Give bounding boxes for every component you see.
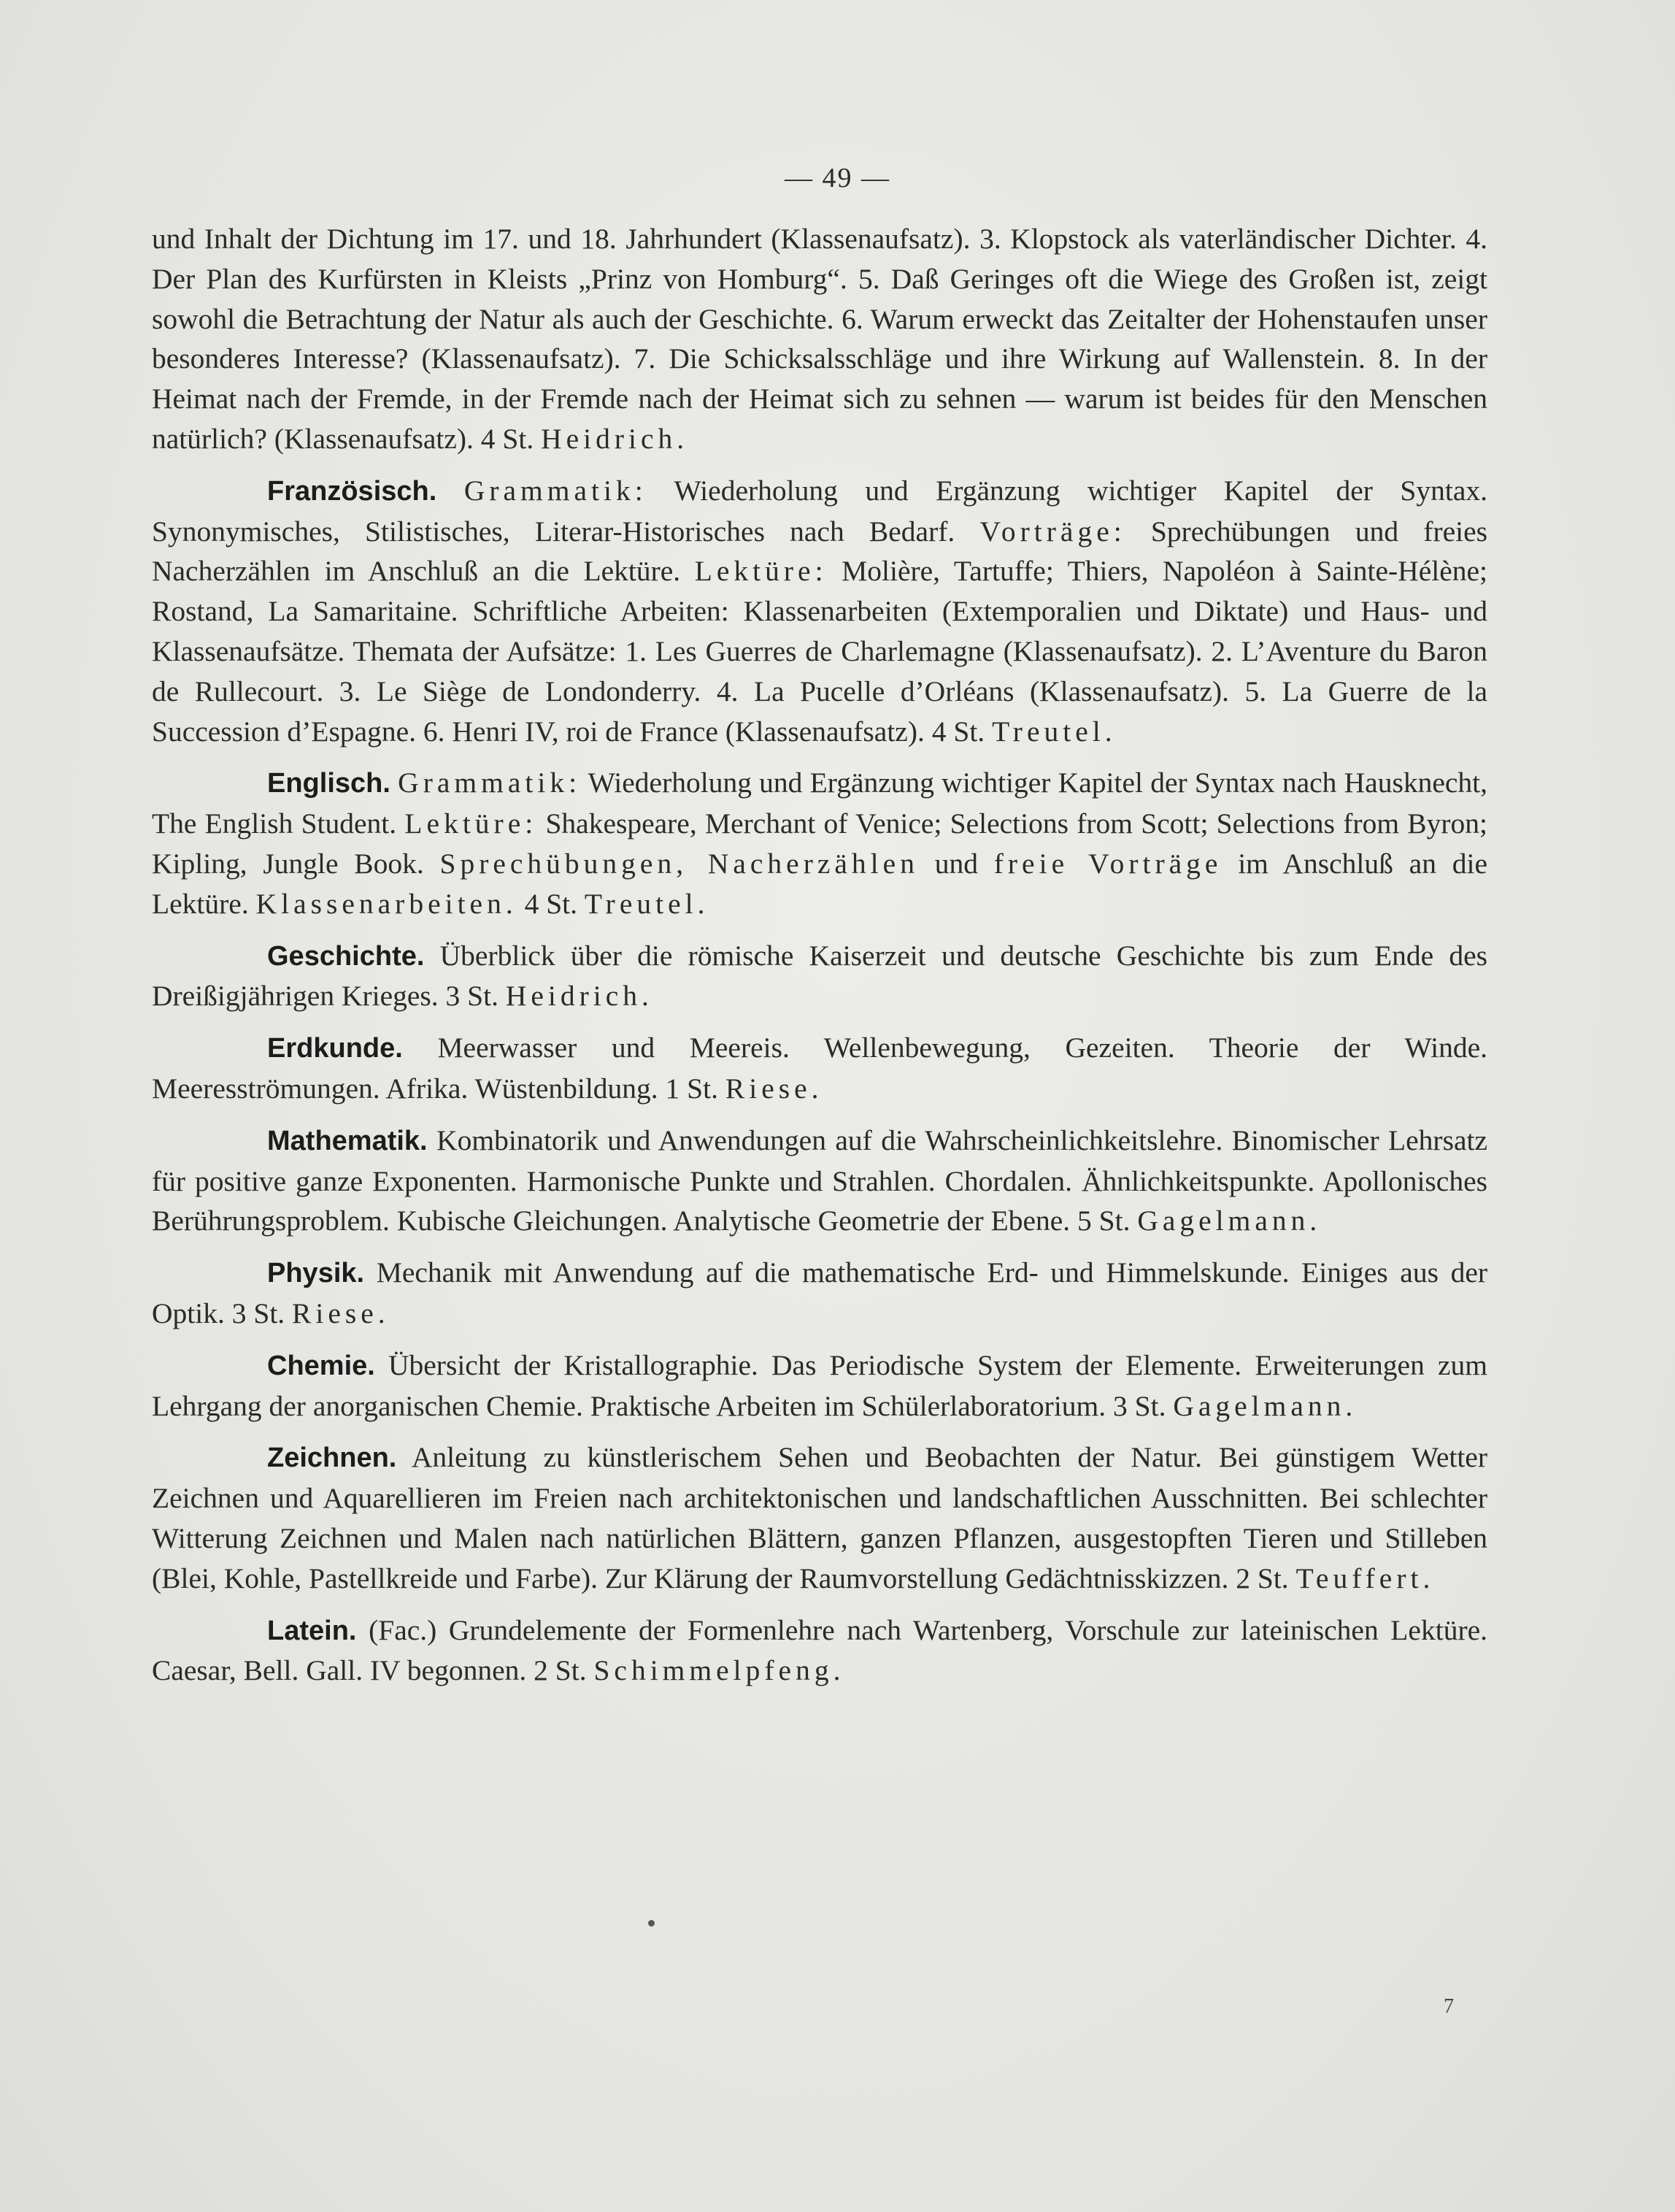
section-text: Kombinatorik und Anwendungen auf die Wahrscheinlichkeitslehre. Binomischer Lehrsatz für positive ganze Exponenten. Harmonische Punkte und Strahlen. Chordalen. Ähnlichkeitspunkte. Apollonisches Berührungsproblem. Kubische Gleichungen. Analytische Geometrie der Ebene. 5 St. (152, 1124, 1488, 1237)
section-teacher: Treutel. (992, 715, 1117, 748)
ink-dot (648, 1920, 655, 1927)
section-text: Wiederholung und Ergänzung wichtiger Kapitel der Syntax nach Hausknecht, The English Student. (152, 767, 1487, 840)
section-text: Molière, Tartuffe; Thiers, Napoléon à Sainte-Hélène; Rostand, La Samaritaine. Schriftliche Arbeiten: Klassenarbeiten (Extemporalien und Diktate) und Haus- und Klassenaufsätze. Themata der Aufsätze: 1. Les Guerres de Charlemagne (Klassenaufsatz). 2. L’Aventure du Baron de Rullecourt. 3. Le Siège de Londonderry. 4. La Pucelle d’Orléans (Klassenaufsatz). 5. La Guerre de la Succession d’Espagne. 6. Henri IV, roi de France (Klassenaufsatz). 4 St. (152, 555, 1487, 748)
section-keyword: Grammatik: (463, 474, 647, 507)
section-text: Mechanik mit Anwendung auf die mathematische Erd- und Himmelskunde. Einiges aus der Optik. 3 St. (152, 1256, 1488, 1329)
section-keyword: freie Vorträge (993, 847, 1222, 880)
body-text (152, 219, 1487, 1691)
section-latein (152, 1610, 1487, 1691)
section-text: im Anschluß an die Lektüre. (152, 847, 1487, 920)
section-text: Shakespeare, Merchant of Venice; Selections from Scott; Selections from Byron; Kipling, Jungle Book. (152, 807, 1488, 880)
section-chemie (152, 1345, 1487, 1426)
section-keyword: Klassenarbeiten. (255, 887, 517, 920)
section-title: Geschichte. (267, 940, 425, 972)
section-title: Zeichnen. (267, 1443, 397, 1474)
section-text: Anleitung zu künstlerischem Sehen und Beobachten der Natur. Bei günstigem Wetter Zeichnen und Aquarellieren im Freien nach architektonischen und landschaftlichen Ausschnitten. Bei schlechter Witterung Zeichnen und Malen nach natürlichen Blättern, ganzen Pflanzen, ausgestopften Tieren und Stilleben (Blei, Kohle, Pastellkreide und Farbe). Zur Klärung der Raumvorstellung Gedächtnisskizzen. 2 St. (152, 1441, 1487, 1594)
section-text: Überblick über die römische Kaiserzeit und deutsche Geschichte bis zum Ende des Dreißigjährigen Krieges. 3 St. (152, 939, 1488, 1013)
section-title: Physik. (267, 1258, 365, 1289)
section-title: Chemie. (267, 1350, 375, 1381)
signature-mark: 7 (1444, 1995, 1454, 2018)
section-englisch (152, 763, 1487, 923)
section-teacher: Riese. (292, 1297, 390, 1329)
section-title: Latein. (267, 1615, 357, 1646)
section-teacher: Gagelmann. (1137, 1205, 1322, 1237)
section-keyword: Grammatik: (398, 767, 582, 799)
section-keyword: Lektüre: (404, 807, 538, 840)
section-keyword: Lektüre: (694, 555, 828, 588)
section-title: Erdkunde. (267, 1033, 403, 1064)
section-franzoesisch (152, 471, 1487, 752)
section-physik (152, 1253, 1487, 1334)
section-text: 4 St. (517, 887, 578, 920)
intro-teacher: Heidrich. (541, 422, 689, 455)
section-text: Wiederholung und Ergänzung wichtiger Kapitel der Syntax. Synonymisches, Stilistisches, Literar-Historisches nach Bedarf. (152, 474, 1488, 548)
section-geschichte (152, 936, 1487, 1017)
page-number: — 49 — (785, 163, 890, 193)
section-text: (Fac.) Grundelemente der Formenlehre nach Wartenberg, Vorschule zur lateinischen Lektüre. Caesar, Bell. Gall. IV begonnen. 2 St. (152, 1613, 1488, 1687)
section-teacher: Riese. (725, 1072, 823, 1105)
section-title: Mathematik. (267, 1125, 428, 1156)
intro-paragraph (152, 219, 1487, 459)
section-keyword: Vorträge: (979, 515, 1126, 548)
section-erdkunde (152, 1028, 1487, 1109)
section-zeichnen (152, 1437, 1487, 1598)
section-teacher: Schimmelpfeng. (593, 1654, 845, 1687)
section-teacher: Gagelmann. (1173, 1389, 1358, 1422)
section-text: und (918, 847, 994, 880)
section-title: Französisch. (267, 475, 437, 507)
intro-text: und Inhalt der Dichtung im 17. und 18. Jahrhundert (Klassenaufsatz). 3. Klopstock als vaterländischer Dichter. 4. Der Plan des Kurfürsten in Kleists „Prinz von Homburg“. 5. Daß Geringes oft die Wiege des Großen ist, zeigt sowohl die Betrachtung der Natur als auch der Geschichte. 6. Warum erweckt das Zeitalter der Hohenstaufen unser besonderes Interesse? (Klassenaufsatz). 7. Die Schicksalsschläge und ihre Wirkung auf Wallenstein. 8. In der Heimat nach der Fremde, in der Fremde nach der Heimat sich zu sehnen — warum ist beides für den Menschen natürlich? (Klassenaufsatz). 4 St. (152, 223, 1487, 455)
section-text: Übersicht der Kristallographie. Das Periodische System der Elemente. Erweiterungen zum Lehrgang der anorganischen Chemie. Praktische Arbeiten im Schülerlaboratorium. 3 St. (152, 1348, 1488, 1422)
section-text: Meerwasser und Meereis. Wellenbewegung, Gezeiten. Theorie der Winde. Meeresströmungen. Afrika. Wüstenbildung. 1 St. (152, 1032, 1487, 1105)
section-text: Sprechübungen und freies Nacherzählen im Anschluß an die Lektüre. (152, 515, 1488, 588)
section-mathematik (152, 1121, 1487, 1241)
section-keyword: Sprechübungen, Nacherzählen (439, 847, 919, 880)
section-teacher: Heidrich. (505, 980, 653, 1013)
section-teacher: Teuffert. (1295, 1562, 1435, 1594)
section-teacher: Treutel. (584, 887, 709, 920)
section-title: Englisch. (267, 768, 390, 799)
